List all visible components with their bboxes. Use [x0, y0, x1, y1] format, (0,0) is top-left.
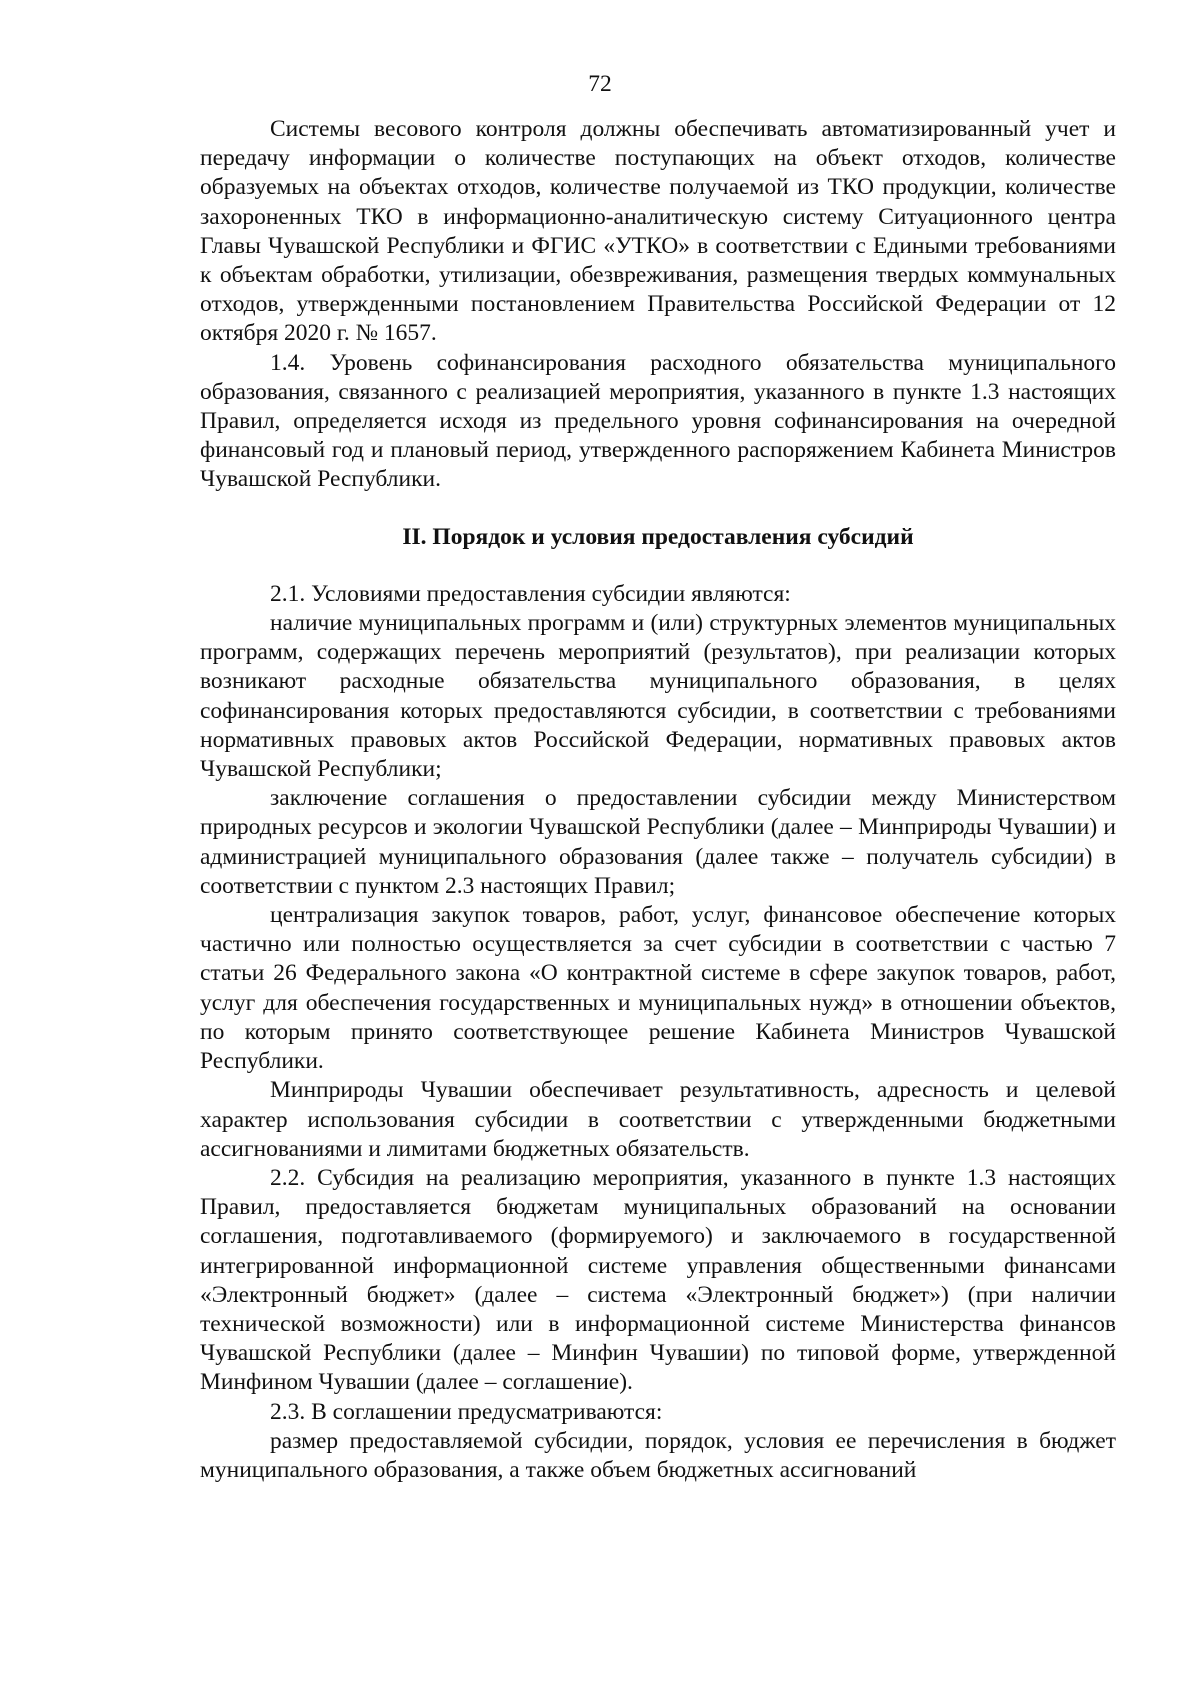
paragraph-2-2: 2.2. Субсидия на реализацию мероприятия, указанного в пункте 1.3 настоящих Правил, предоставляется бюджетам муниципальных образований на основании соглашения, подготавливаемого (формируемого) и заключаемого в государственной интегрированной информационной системе управления общественными финансами «Электронный бюджет» (далее – система «Электронный бюджет») (при наличии технической возможности) или в информационной системе Министерства финансов Чувашской Республики (далее – Минфин Чувашии) по типовой форме, утвержденной Минфином Чувашии (далее – соглашение).	[200, 1164, 1116, 1396]
paragraph-municipal-programs: наличие муниципальных программ и (или) структурных элементов муниципальных программ, содержащих перечень мероприятий (результатов), при реализации которых возникают расходные обязательства муниципального образования, в целях софинансирования которых предоставляются субсидии, в соответствии с требованиями нормативных правовых актов Российской Федерации, нормативных правовых актов Чувашской Республики;	[200, 610, 1116, 783]
paragraph-2-1: 2.1. Условиями предоставления субсидии являются:	[270, 580, 791, 607]
paragraph-2-3: 2.3. В соглашении предусматриваются:	[270, 1398, 663, 1425]
paragraph-centralization: централизация закупок товаров, работ, услуг, финансовое обеспечение которых частично или полностью осуществляется за счет субсидии в соответствии с частью 7 статьи 26 Федерального закона «О контрактной системе в сфере закупок товаров, работ, услуг для обеспечения государственных и муниципальных нужд» в отношении объектов, по которым принято соответствующее решение Кабинета Министров Чувашской Республики.	[200, 902, 1116, 1075]
paragraph-ministry-effectiveness: Минприроды Чувашии обеспечивает результативность, адресность и целевой характер использования субсидии в соответствии с утвержденными бюджетными ассигнованиями и лимитами бюджетных обязательств.	[200, 1077, 1116, 1162]
document-body	[200, 115, 1116, 1485]
paragraph-subsidy-size: размер предоставляемой субсидии, порядок, условия ее перечисления в бюджет муниципального образования, а также объем бюджетных ассигнований	[200, 1427, 1116, 1483]
paragraph-weight-control: Системы весового контроля должны обеспечивать автоматизированный учет и передачу информации о количестве поступающих на объект отходов, количестве образуемых на объектах отходов, количестве получаемой из ТКО продукции, количестве захороненных ТКО в информационно-аналитическую систему Ситуационного центра Главы Чувашской Республики и ФГИС «УТКО» в соответствии с Едиными требованиями к объектам обработки, утилизации, обезвреживания, размещения твердых коммунальных отходов, утвержденными постановлением Правительства Российской Федерации от 12 октября 2020 г. № 1657.	[200, 116, 1116, 347]
page-number: 72	[588, 71, 612, 97]
section-heading: II. Порядок и условия предоставления субсидий	[402, 523, 914, 550]
paragraph-agreement: заключение соглашения о предоставлении субсидии между Министерством природных ресурсов и экологии Чувашской Республики (далее – Минприроды Чувашии) и администрацией муниципального образования (далее также – получатель субсидии) в соответствии с пунктом 2.3 настоящих Правил;	[200, 785, 1116, 899]
paragraph-1-4: 1.4. Уровень софинансирования расходного обязательства муниципального образования, связанного с реализацией мероприятия, указанного в пункте 1.3 настоящих Правил, определяется исходя из предельного уровня софинансирования на очередной финансовый год и плановый период, утвержденного распоряжением Кабинета Министров Чувашской Республики.	[200, 349, 1116, 493]
